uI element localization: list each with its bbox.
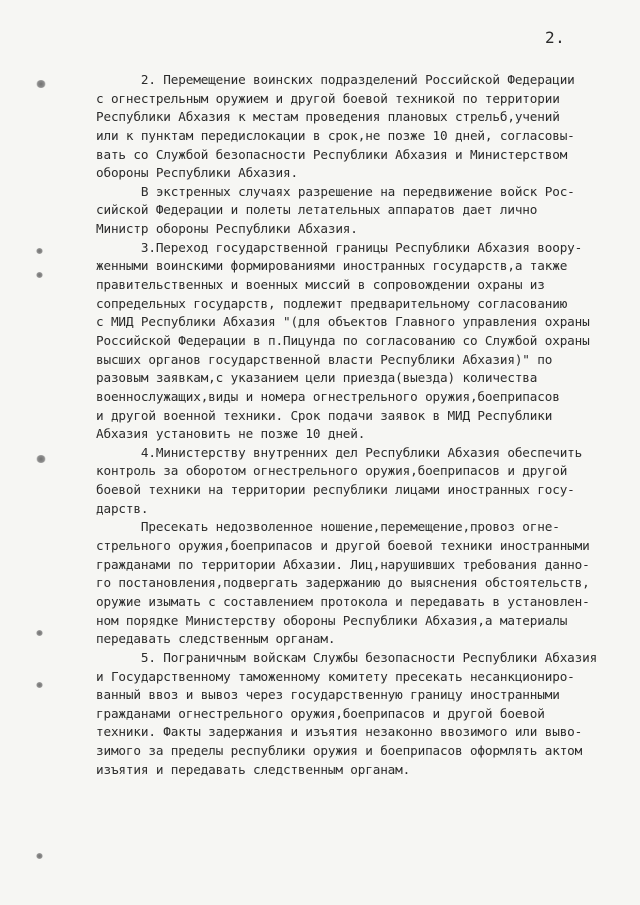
- text-line: боевой техники на территории республики лицами иностранных госу-: [96, 483, 575, 499]
- text-line: или к пунктам передислокации в срок,не позже 10 дней, согласовы-: [96, 128, 575, 144]
- binder-hole-mark: [36, 853, 43, 859]
- text-line: оружие изымать с составлением протокола и передавать в установлен-: [96, 594, 590, 610]
- text-line: сопредельных государств, подлежит предварительному согласованию: [96, 296, 568, 312]
- text-line: передавать следственным органам.: [96, 632, 336, 648]
- text-line: дарств.: [96, 501, 149, 517]
- document-body: [96, 72, 620, 780]
- text-line: контроль за оборотом огнестрельного оружия,боеприпасов и другой: [96, 464, 568, 480]
- text-line: Министр обороны Республики Абхазия.: [96, 222, 358, 238]
- text-line: Абхазия установить не позже 10 дней.: [96, 427, 366, 443]
- text-line: и Государственному таможенному комитету пресекать несанкциониро-: [96, 669, 575, 685]
- text-line: правительственных и военных миссий в сопровождении охраны из: [96, 278, 545, 294]
- page-number: 2.: [545, 28, 566, 47]
- text-line: гражданами огнестрельного оружия,боеприпасов и другой боевой: [96, 706, 545, 722]
- text-line: с огнестрельным оружием и другой боевой техникой по территории: [96, 91, 560, 107]
- binder-hole-mark: [36, 682, 43, 688]
- binder-hole-mark: [36, 80, 46, 88]
- text-line: вать со Службой безопасности Республики Абхазия и Министерством: [96, 147, 568, 163]
- text-line: женными воинскими формированиями иностранных государств,а также: [96, 259, 568, 275]
- text-line: стрельного оружия,боеприпасов и другой боевой техники иностранными: [96, 539, 590, 555]
- text-line: и другой военной техники. Срок подачи заявок в МИД Республики: [96, 408, 553, 424]
- text-line: техники. Факты задержания и изъятия незаконно ввозимого или выво-: [96, 725, 583, 741]
- text-line: В экстренных случаях разрешение на передвижение войск Рос-: [96, 184, 575, 200]
- text-line: ванный ввоз и вывоз через государственную границу иностранными: [96, 688, 560, 704]
- text-line: сийской Федерации и полеты летательных аппаратов дает лично: [96, 203, 538, 219]
- text-line: го постановления,подвергать задержанию до выяснения обстоятельств,: [96, 576, 590, 592]
- text-line: с МИД Республики Абхазия "(для объектов Главного управления охраны: [96, 315, 590, 331]
- text-line: высших органов государственной власти Республики Абхазия)" по: [96, 352, 553, 368]
- binder-hole-mark: [36, 272, 43, 278]
- text-line: изъятия и передавать следственным органам.: [96, 762, 411, 778]
- text-line: гражданами по территории Абхазии. Лиц,нарушивших требования данно-: [96, 557, 590, 573]
- binder-hole-mark: [36, 248, 43, 254]
- text-line: зимого за пределы республики оружия и боеприпасов оформлять актом: [96, 744, 583, 760]
- text-line: 3.Переход государственной границы Республики Абхазия воору-: [96, 240, 583, 256]
- text-line: 4.Министерству внутренних дел Республики Абхазия обеспечить: [96, 445, 583, 461]
- text-line: военнослужащих,виды и номера огнестрельного оружия,боеприпасов: [96, 389, 560, 405]
- text-line: 2. Перемещение воинских подразделений Российской Федерации: [96, 73, 575, 88]
- text-line: 5. Пограничным войскам Службы безопасности Республики Абхазия: [96, 650, 598, 666]
- binder-hole-mark: [36, 455, 46, 463]
- text-line: обороны Республики Абхазия.: [96, 166, 298, 182]
- text-line: Российской Федерации в п.Пицунда по согласованию со Службой охраны: [96, 333, 590, 349]
- text-line: разовым заявкам,с указанием цели приезда(выезда) количества: [96, 371, 538, 387]
- text-line: ном порядке Министерству обороны Республики Абхазия,а материалы: [96, 613, 568, 629]
- binder-hole-mark: [36, 630, 43, 636]
- text-line: Пресекать недозволенное ношение,перемещение,провоз огне-: [96, 520, 560, 536]
- text-line: Республики Абхазия к местам проведения плановых стрельб,учений: [96, 110, 560, 126]
